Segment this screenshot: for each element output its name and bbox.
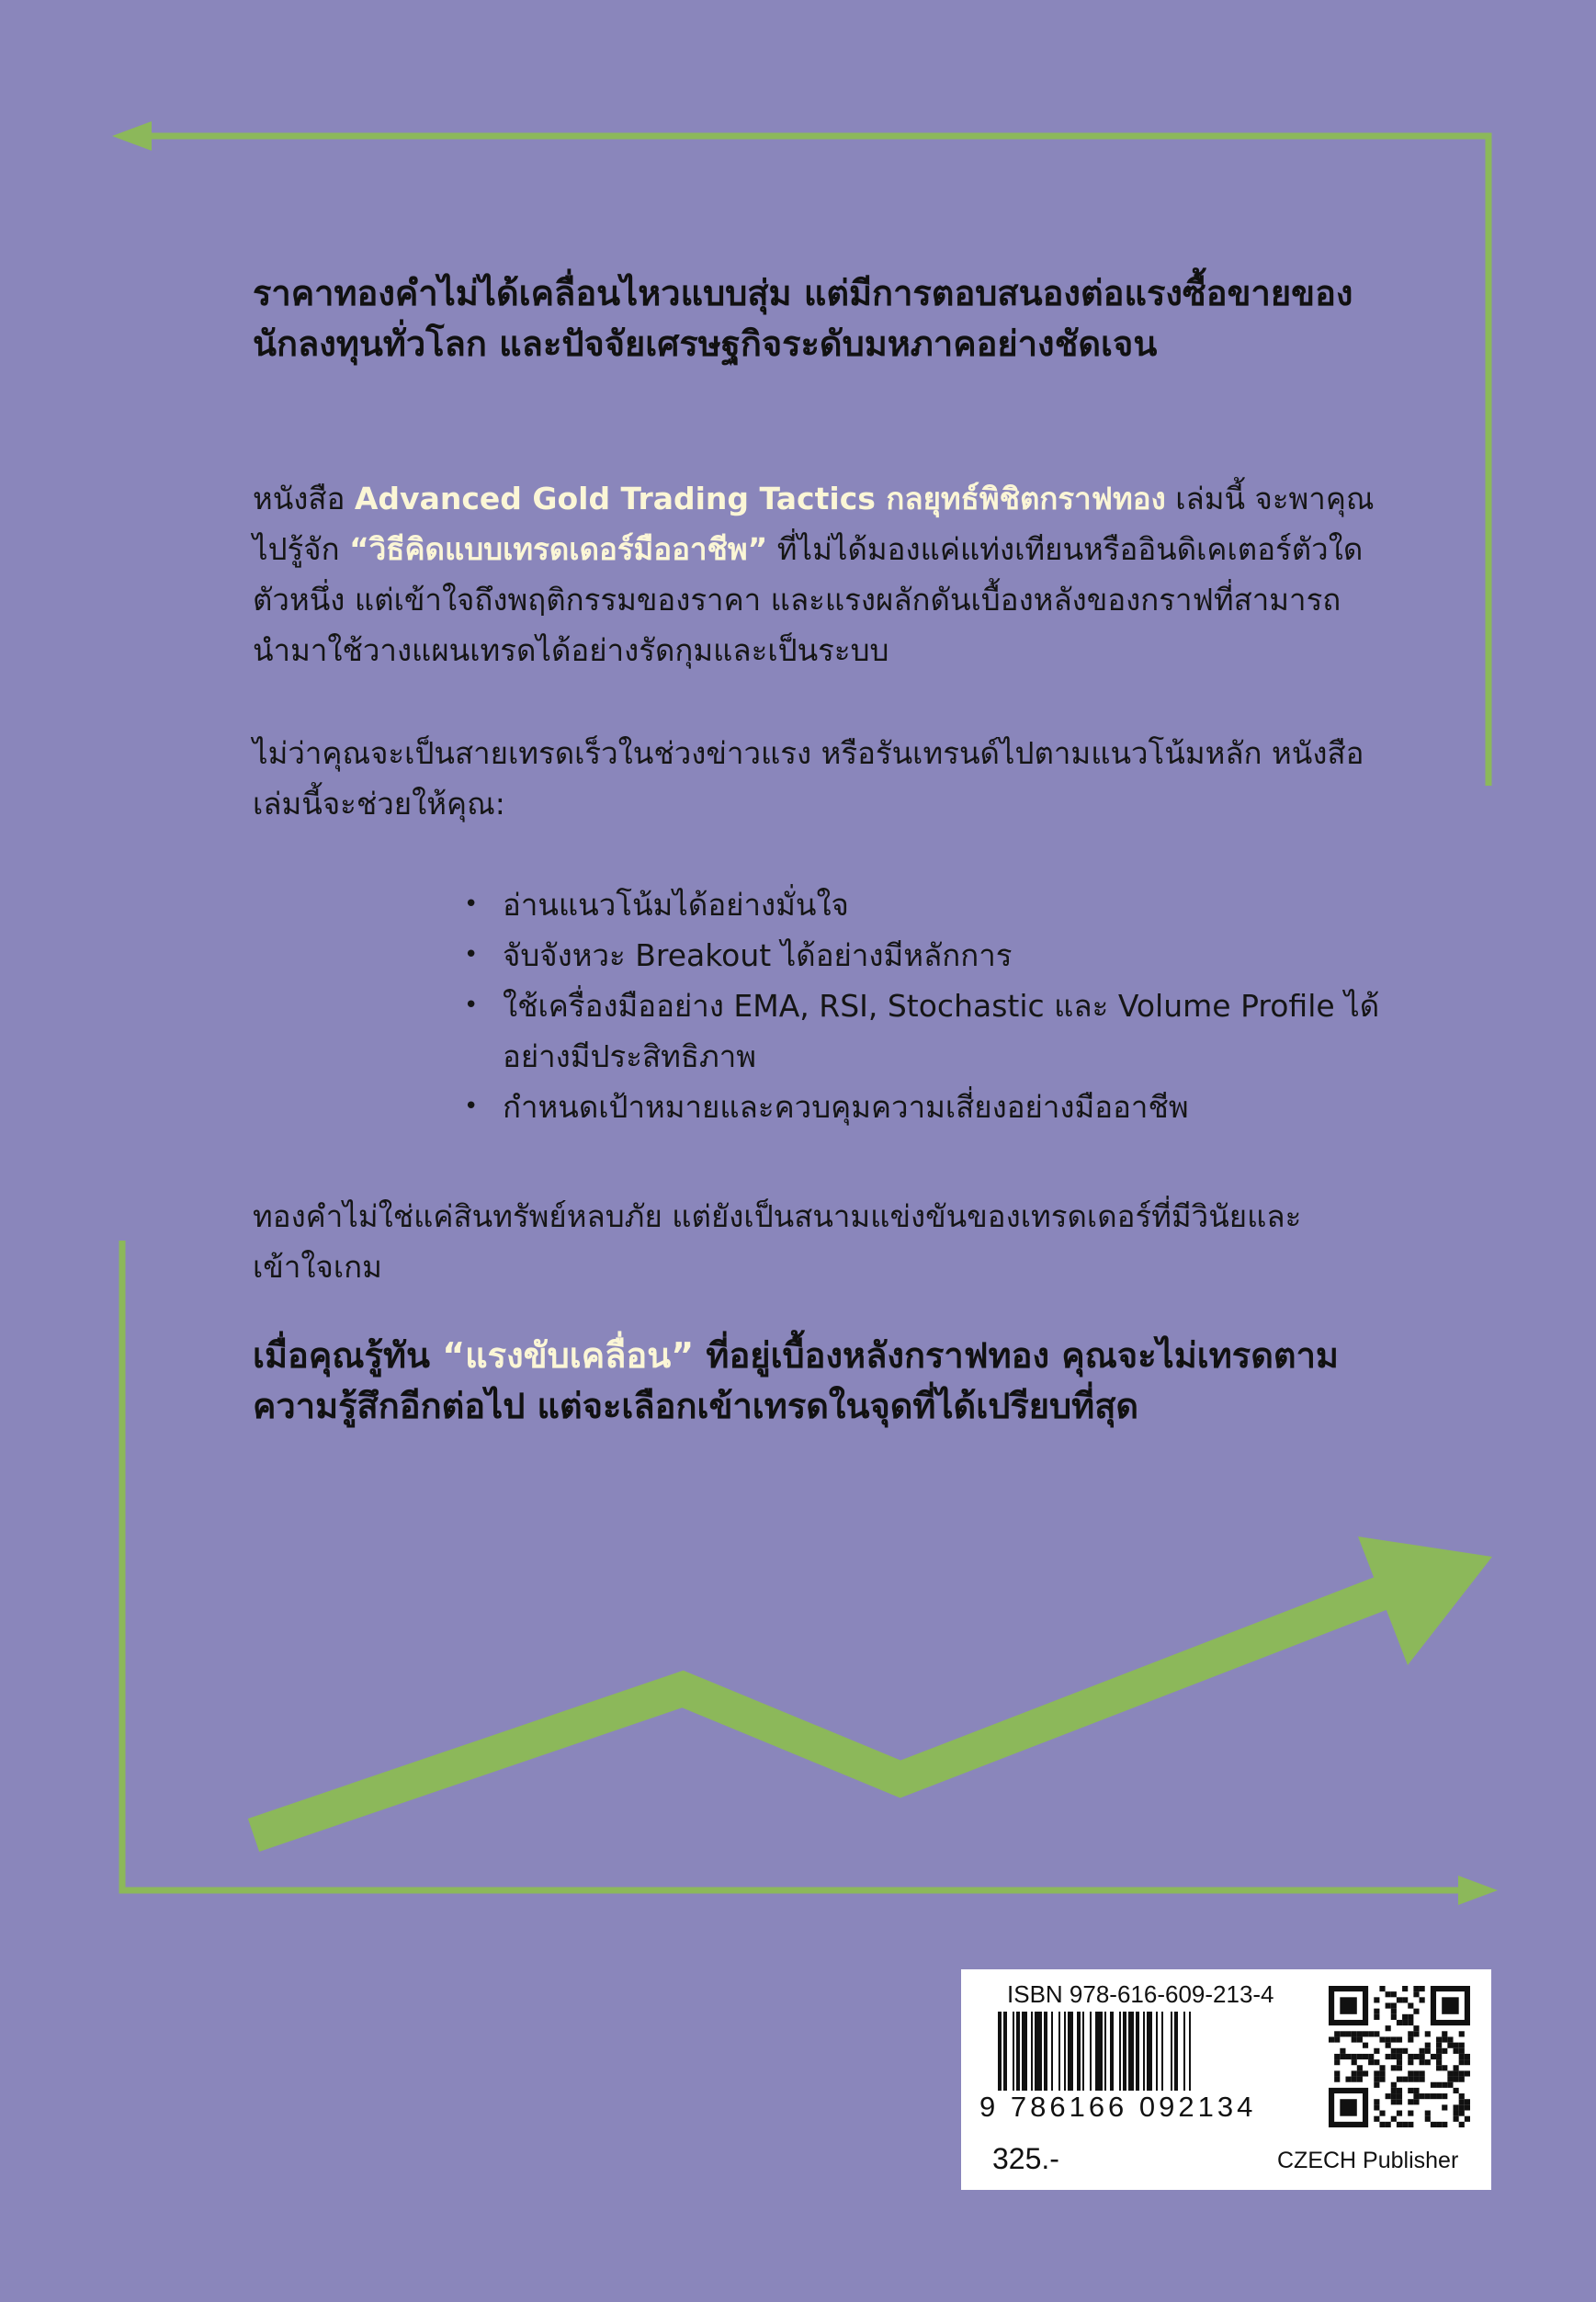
list-item [464,981,1392,1082]
top-left-arrowhead-icon [112,121,152,151]
headline-bottom [253,1331,1378,1432]
bullet-icon: • [464,890,479,918]
benefit-list [464,879,1392,1132]
trend-arrow-line [254,1593,1383,1835]
bullet-icon: • [464,992,479,1019]
driving-force-highlight: “แรงขับเคลื่อน” [442,1335,695,1376]
list-item-text: จับจังหวะ Breakout ได้อย่างมีหลักการ [503,937,1013,973]
publisher-name: CZECH Publisher [1277,2148,1459,2173]
bottom-right-arrowhead-icon [1458,1876,1498,1905]
book-title: Advanced Gold Trading Tactics กลยุทธ์พิชิตกราฟทอง [354,481,1166,516]
top-frame-line [138,136,1488,786]
concept-highlight: “วิธีคิดแบบเทรดเดอร์มืออาชีพ” [349,531,768,567]
price-label: 325.- [992,2142,1059,2175]
intro-pre: หนังสือ [253,481,355,516]
barcode-panel [961,1969,1491,2190]
barcode-digits: 9 786166 092134 [979,2091,1257,2123]
list-item-text: อ่านแนวโน้มได้อย่างมั่นใจ [503,887,849,923]
list-item-text: กำหนดเป้าหมายและควบคุมความเสี่ยงอย่างมืออาชีพ [503,1089,1189,1125]
list-item [464,930,1392,981]
headline-bottom-post: ที่อยู่เบื้องหลังกราฟทอง คุณจะไม่เทรดตามความรู้สึกอีกต่อไป แต่จะเลือกเข้าเทรดในจุดที่ได้เปรียบที่สุด [253,1335,1339,1426]
headline-bottom-pre: เมื่อคุณรู้ทัน [253,1335,443,1376]
list-item [464,879,1392,930]
barcode-icon [998,2012,1310,2100]
headline-top: ราคาทองคำไม่ได้เคลื่อนไหวแบบสุ่ม แต่มีการตอบสนองต่อแรงซื้อขายของนักลงทุนทั่วโลก และปัจจัยเศรษฐกิจระดับมหภาคอย่างชัดเจน [253,273,1353,364]
isbn-label: ISBN 978-616-609-213-4 [1007,1980,1274,2008]
closing-paragraph: ทองคำไม่ใช่แค่สินทรัพย์หลบภัย แต่ยังเป็นสนามแข่งขันของเทรดเดอร์ที่มีวินัยและเข้าใจเกม [253,1198,1302,1285]
list-item-text: ใช้เครื่องมืออย่าง EMA, RSI, Stochastic และ Volume Profile ได้อย่างมีประสิทธิภาพ [503,988,1380,1074]
intro-mid: เล่มนี้ จะพาคุณไปรู้จัก [253,481,1375,567]
qr-code-icon [1329,1986,1470,2127]
intro-post: ที่ไม่ได้มองแค่แท่งเทียนหรืออินดิเคเตอร์ตัวใดตัวหนึ่ง แต่เข้าใจถึงพฤติกรรมของราคา และแรงผลักดันเบื้องหลังของกราฟที่สามารถนำมาใช้วางแผนเทรดได้อย่างรัดกุมและเป็นระบบ [253,531,1364,668]
bullet-icon: • [464,941,479,969]
intro-paragraph [253,473,1378,675]
list-item [464,1082,1392,1132]
lead-in-paragraph: ไม่ว่าคุณจะเป็นสายเทรดเร็วในช่วงข่าวแรง หรือรันเทรนด์ไปตามแนวโน้มหลัก หนังสือเล่มนี้จะช่วยให้คุณ: [253,735,1364,822]
bullet-icon: • [464,1093,479,1120]
